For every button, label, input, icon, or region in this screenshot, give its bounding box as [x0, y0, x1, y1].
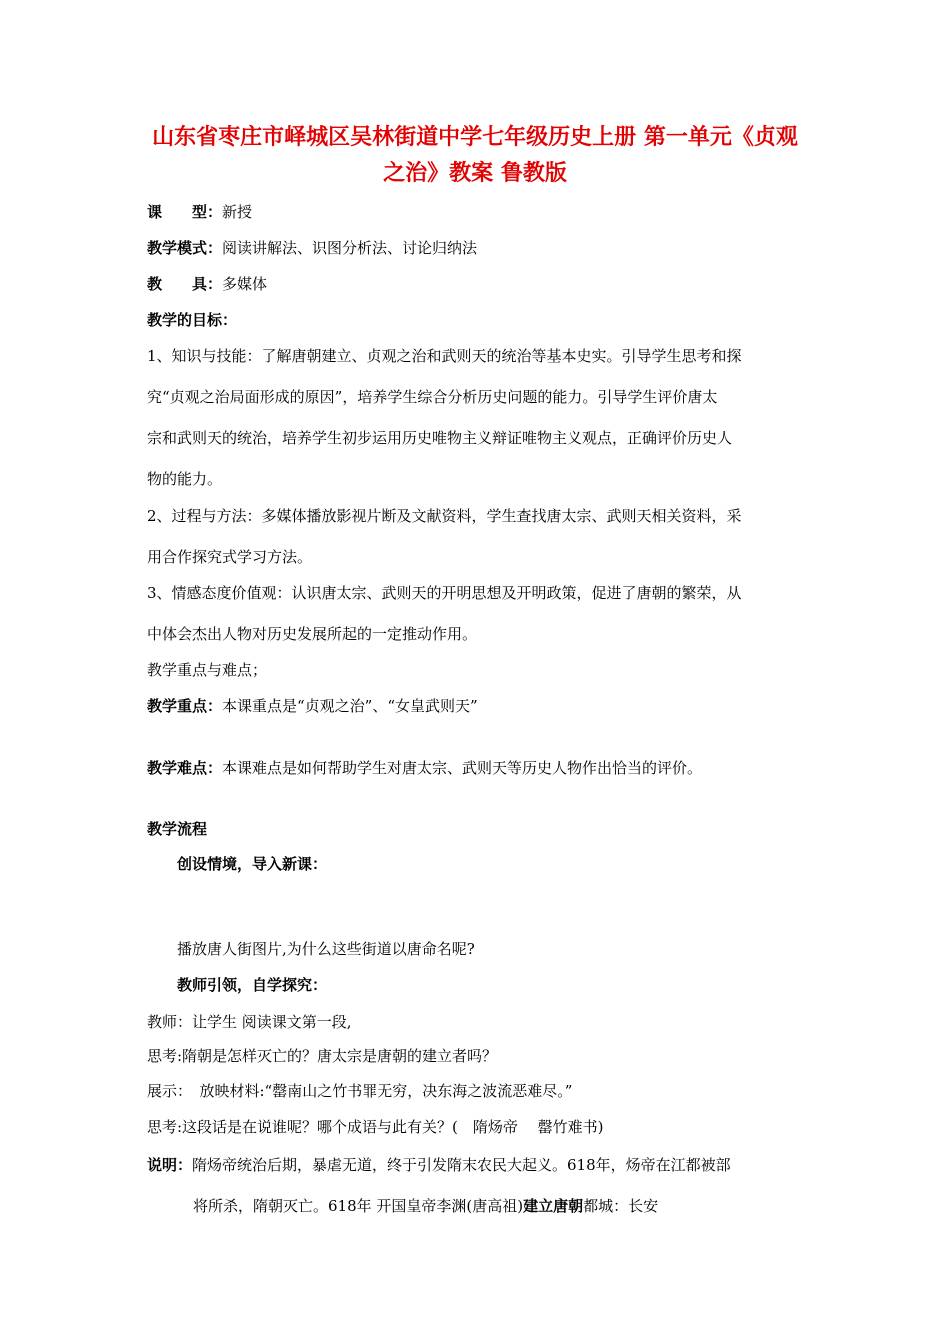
guide-heading: 教师引领，自学探究：	[177, 976, 328, 994]
intro-text: 播放唐人街图片,为什么这些街道以唐命名呢?	[177, 940, 475, 958]
key-focus-value: 本课重点是“贞观之治”、“女皇武则天”	[222, 697, 478, 715]
explanation-text-2c: 都城：长安	[583, 1197, 659, 1215]
intro-heading: 创设情境，导入新课：	[177, 855, 328, 873]
goals-heading: 教学的目标：	[147, 311, 238, 329]
goal-2-line-2: 用合作探究式学习方法。	[147, 548, 313, 566]
goal-2-line-1: 2、过程与方法：多媒体播放影视片断及文献资料，学生查找唐太宗、武则天相关资料，采	[147, 507, 742, 525]
teaching-tools-label: 教 具：	[147, 275, 223, 293]
key-focus-row	[147, 695, 478, 716]
teacher-instruction: 教师：让学生 阅读课文第一段,	[147, 1013, 352, 1031]
teaching-mode-label: 教学模式：	[147, 239, 223, 257]
lesson-type-value: 新授	[222, 203, 253, 221]
goal-3-line-2: 中体会杰出人物对历史发展所起的一定推动作用。	[147, 625, 478, 643]
teaching-flow-heading: 教学流程	[147, 820, 208, 838]
explanation-text-2b: 建立唐朝	[523, 1197, 584, 1215]
goal-1-line-4: 物的能力。	[147, 470, 223, 488]
teaching-tools-value: 多媒体	[222, 275, 268, 293]
lesson-type-row	[147, 201, 252, 222]
key-difficulty-label: 教学难点：	[147, 759, 223, 777]
goal-1-line-3: 宗和武则天的统治，培养学生初步运用历史唯物主义辩证唯物主义观点，正确评价历史人	[147, 429, 733, 447]
key-points-heading: 教学重点与难点；	[147, 661, 268, 679]
teaching-mode-row	[147, 237, 477, 258]
document-title-line-1: 山东省枣庄市峄城区吴林街道中学七年级历史上册 第一单元《贞观	[152, 124, 798, 150]
lesson-type-label: 课 型：	[147, 203, 223, 221]
key-difficulty-value: 本课难点是如何帮助学生对唐太宗、武则天等历史人物作出恰当的评价。	[222, 759, 703, 777]
explanation-line-2	[193, 1195, 658, 1216]
goal-1-line-2: 究“贞观之治局面形成的原因”，培养学生综合分析历史问题的能力。引导学生评价唐太	[147, 388, 718, 406]
explanation-text-2a: 将所杀，隋朝灭亡。618年 开国皇帝李渊(唐高祖)	[193, 1197, 524, 1215]
explanation-label: 说明：	[147, 1156, 193, 1174]
think-question-1: 思考:隋朝是怎样灭亡的？唐太宗是唐朝的建立者吗？	[147, 1047, 498, 1065]
goal-1-line-1: 1、知识与技能：了解唐朝建立、贞观之治和武则天的统治等基本史实。引导学生思考和探	[147, 347, 742, 365]
key-difficulty-row	[147, 757, 702, 778]
key-focus-label: 教学重点：	[147, 697, 223, 715]
show-material: 展示： 放映材料:“罄南山之竹书罪无穷，决东海之波流恶难尽。”	[147, 1082, 573, 1100]
teaching-mode-value: 阅读讲解法、识图分析法、讨论归纳法	[222, 239, 478, 257]
goal-3-line-1: 3、情感态度价值观：认识唐太宗、武则天的开明思想及开明政策，促进了唐朝的繁荣，从	[147, 584, 742, 602]
explanation-line-1	[147, 1154, 731, 1175]
document-title-line-2: 之治》教案 鲁教版	[383, 160, 567, 186]
think-question-2: 思考:这段话是在说谁呢？哪个成语与此有关？( 隋炀帝 罄竹难书)	[147, 1118, 604, 1136]
teaching-tools-row	[147, 273, 267, 294]
explanation-text-1: 隋炀帝统治后期，暴虐无道，终于引发隋末农民大起义。618年，炀帝在江都被部	[192, 1156, 731, 1174]
